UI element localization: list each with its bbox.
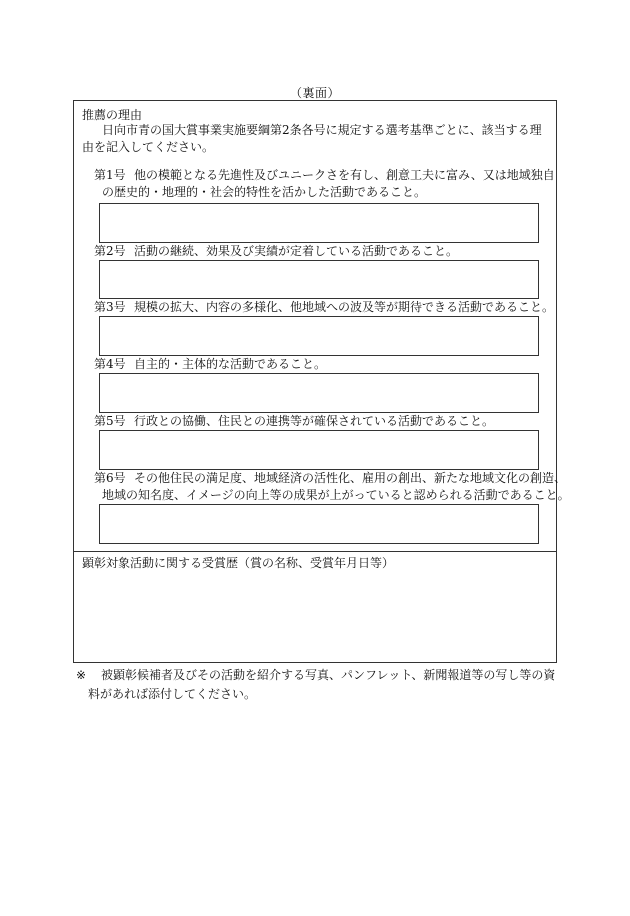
- criterion-6-number: 第6号: [94, 471, 126, 485]
- criterion-1-answer-field[interactable]: [99, 203, 539, 243]
- criterion-2-number: 第2号: [94, 244, 126, 258]
- criterion-4: [94, 356, 554, 373]
- criterion-1-text-continued: の歴史的・地理的・社会的特性を活かした活動であること。: [102, 185, 427, 199]
- note-mark: ※: [76, 668, 87, 682]
- page-side-label: （裏面）: [289, 86, 340, 100]
- criterion-2-text: 活動の継続、効果及び実績が定着している活動であること。: [134, 244, 459, 258]
- recommendation-form: [73, 100, 570, 663]
- awards-history-section[interactable]: [74, 551, 556, 662]
- reasons-title: 推薦の理由: [82, 108, 143, 122]
- criterion-6: [94, 470, 567, 487]
- criterion-4-number: 第4号: [94, 357, 126, 371]
- criterion-5-number: 第5号: [94, 414, 126, 428]
- criterion-5: [94, 413, 554, 430]
- criterion-1-text: 他の模範となる先進性及びユニークさを有し、創意工夫に富み、又は地域独自: [134, 168, 555, 182]
- criterion-6-text: その他住民の満足度、地域経済の活性化、雇用の創出、新たな地域文化の創造、: [134, 471, 567, 485]
- criterion-1-number: 第1号: [94, 168, 126, 182]
- criterion-2-answer-field[interactable]: [99, 260, 539, 299]
- criterion-4-text: 自主的・主体的な活動であること。: [134, 357, 327, 371]
- criterion-2: [94, 243, 554, 260]
- note-text-line2: 料があれば添付してください。: [88, 687, 257, 701]
- criterion-4-answer-field[interactable]: [99, 373, 539, 413]
- criterion-1: [94, 167, 554, 184]
- awards-history-title: 顕彰対象活動に関する受賞歴（賞の名称、受賞年月日等）: [82, 556, 395, 570]
- criterion-5-text: 行政との協働、住民との連携等が確保されている活動であること。: [134, 414, 495, 428]
- criterion-6-answer-field[interactable]: [99, 504, 539, 544]
- criterion-6-text-continued: 地域の知名度、イメージの向上等の成果が上がっていると認められる活動であること。: [102, 488, 570, 502]
- criterion-3-number: 第3号: [94, 300, 126, 314]
- recommendation-reasons-section: [74, 101, 570, 552]
- reasons-intro: 日向市青の国大賞事業実施要綱第2条各号に規定する選考基準ごとに、該当する理由を記入してください。: [82, 123, 542, 154]
- criterion-3-text: 規模の拡大、内容の多様化、他地域への波及等が期待できる活動であること。: [134, 300, 555, 314]
- criterion-3-answer-field[interactable]: [99, 316, 539, 356]
- criterion-5-answer-field[interactable]: [99, 430, 539, 470]
- note-text-line1: 被顕彰候補者及びその活動を紹介する写真、パンフレット、新聞報道等の写し等の資: [101, 668, 556, 682]
- criterion-3: [94, 299, 554, 316]
